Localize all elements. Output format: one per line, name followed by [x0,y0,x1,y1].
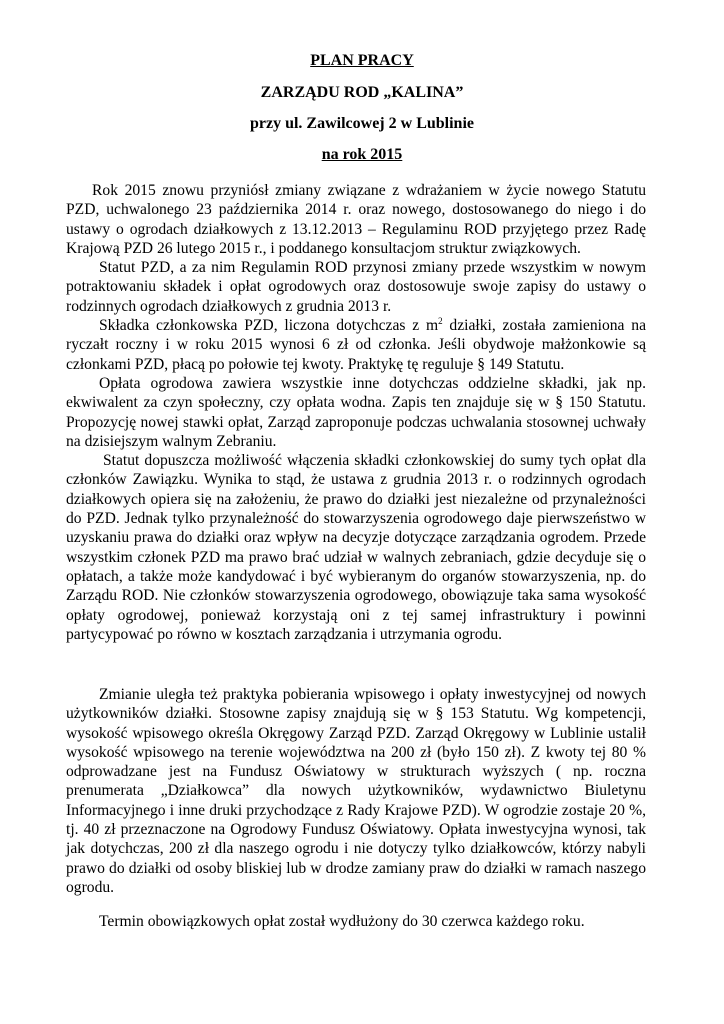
square-meter-superscript: 2 [438,316,443,327]
body-section-deadline [66,912,646,931]
paragraph-statute-changes: Statut PZD, a za nim Regulamin ROD przynosi zmiany przede wszystkim w nowym potraktowaniu składek i opłat ogrodowych oraz dostosowuje swoje zapisy do ustawy o rodzinnych ogrodach działkowych z grudnia 2013 r. [66,259,646,315]
body-section-entry-fee [66,685,646,897]
document-subtitle-address: przy ul. Zawilcowej 2 w Lublinie [249,115,474,132]
paragraph-membership-benefits: Statut dopuszcza możliwość włączenia składki członkowskiej do sumy tych opłat dla członków Zawiązku. Wynika to stąd, że ustawa z grudnia 2013 r. o rodzinnych ogrodach działkowych opiera się na założeniu, że prawo do działki jest niezależne od przynależności do PZD. Jednak tylko przynależność do stowarzyszenia ogrodowego daje pierwszeństwo w uzyskaniu prawa do działki oraz wpływ na decyzje dotyczące zarządzania ogrodem. Przede wszystkim członek PZD ma prawo brać udział w walnych zebraniach, gdzie decyduje się o opłatach, a także może kandydować i być wybieranym do organów stowarzyszenia, np. do Zarządu ROD. Nie członków stowarzyszenia ogrodowego, obowiązuje taka sama wysokość opłaty ogrodowej, ponieważ korzystają oni z tej samej infrastruktury i powinni partycypować po równo w kosztach zarządzania i utrzymania ogrodu. [66,452,646,643]
document-subtitle-board: ZARZĄDU ROD „KALINA” [260,84,464,101]
membership-fee-text-end: działki, została zamieniona na ryczałt roczny i w roku 2015 wynosi 6 zł od członka. Jeśli obydwoje małżonkowie są członkami PZD, płacą po połowie tej kwoty. Praktykę tę reguluje § 149 Statutu. [66,317,646,373]
document-title: PLAN PRACY [310,52,414,69]
paragraph-membership-fee [66,316,646,374]
membership-fee-text-start: Składka członkowska PZD, liczona dotychczas z m [99,317,439,335]
paragraph-payment-deadline: Termin obowiązkowych opłat został wydłużony do 30 czerwca każdego roku. [99,913,585,930]
document-subtitle-year: na rok 2015 [321,146,403,163]
paragraph-entry-investment-fee: Zmianie uległa też praktyka pobierania wpisowego i opłaty inwestycyjnej od nowych użytkowników działki. Stosowne zapisy znajdują się w § 153 Statutu. Wg kompetencji, wysokość wpisowego określa Okręgowy Zarząd PZD. Zarząd Okręgowy w Lublinie ustalił wysokość wpisowego na terenie województwa na 200 zł (było 150 zł). Z kwoty tej 80 % odprowadzane jest na Fundusz Oświatowy w strukturach wyższych ( np. roczna prenumerata „Działkowca” dla nowych użytkowników, wydawnictwo Biuletynu Informacyjnego i inne druki przychodzące z Rady Krajowe PZD). W ogrodzie zostaje 20 %, tj. 40 zł przeznaczone na Ogrodowy Fundusz Oświatowy. Opłata inwestycyjna wynosi, tak jak dotychczas, 200 zł dla naszego ogrodu i nie dotyczy tylko działkowców, którzy nabyli prawo do działki od osoby bliskiej lub w drodze zamiany praw do działki w ramach naszego ogrodu. [66,686,646,896]
body-section-statute [66,181,646,644]
paragraph-intro: Rok 2015 znowu przyniósł zmiany związane z wdrażaniem w życie nowego Statutu PZD, uchwalonego 23 października 2014 r. oraz nowego, dostosowanego do niego i do ustawy o ogrodach działkowych z 13.12.2013 – Regulaminu ROD przyjętego przez Radę Krajową PZD 26 lutego 2015 r., i poddanego konsultacjom struktur związkowych. [66,182,646,257]
paragraph-garden-fee: Opłata ogrodowa zawiera wszystkie inne dotychczas oddzielne składki, jak np. ekwiwalent za czyn społeczny, czy opłata wodna. Zapis ten znajduje się w § 150 Statutu. Propozycję nowej stawki opłat, Zarząd zaproponuje podczas uchwalania stosownej uchwały na dzisiejszym walnym Zebraniu. [66,374,646,450]
